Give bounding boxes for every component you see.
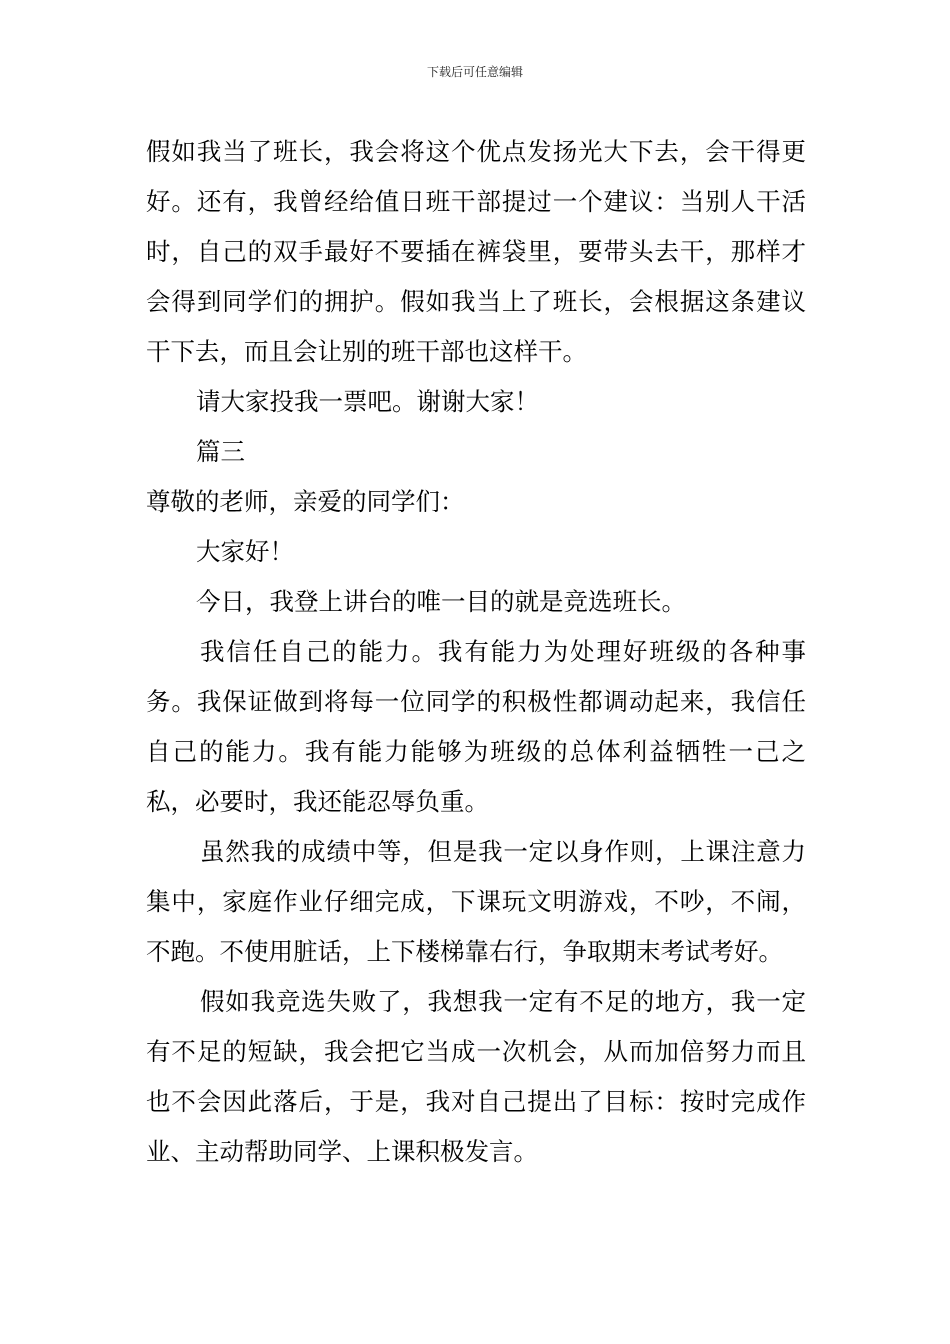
- page-header-note: 下载后可任意编辑: [426, 65, 523, 79]
- document-body: [146, 127, 806, 1177]
- paragraph-vote-request: 请大家投我一票吧。谢谢大家！: [196, 387, 539, 416]
- paragraph-purpose: 今日，我登上讲台的唯一目的就是竞选班长。: [196, 587, 686, 616]
- paragraph-grades: 虽然我的成绩中等，但是我一定以身作则，上课注意力集中，家庭作业仔细完成，下课玩文明游戏，不吵，不闹，不跑。不使用脏话，上下楼梯靠右行，争取期末考试考好。: [146, 837, 806, 966]
- salutation: 尊敬的老师，亲爱的同学们：: [146, 487, 465, 516]
- paragraph-if-fail: 假如我竞选失败了，我想我一定有不足的地方，我一定有不足的短缺，我会把它当成一次机会，从而加倍努力而且也不会因此落后，于是，我对自己提出了目标：按时完成作业、主动帮助同学、上课积极发言。: [146, 987, 806, 1166]
- paragraph-continued: 假如我当了班长，我会将这个优点发扬光大下去，会干得更好。还有，我曾经给值日班干部提过一个建议：当别人干活时，自己的双手最好不要插在裤袋里，要带头去干，那样才会得到同学们的拥护。假如我当上了班长，会根据这条建议干下去，而且会让别的班干部也这样干。: [146, 137, 806, 366]
- section-heading: 篇三: [196, 437, 245, 466]
- paragraph-confidence: 我信任自己的能力。我有能力为处理好班级的各种事务。我保证做到将每一位同学的积极性都调动起来，我信任自己的能力。我有能力能够为班级的总体利益牺牲一己之私，必要时，我还能忍辱负重。: [146, 637, 806, 816]
- greeting: 大家好！: [196, 537, 294, 566]
